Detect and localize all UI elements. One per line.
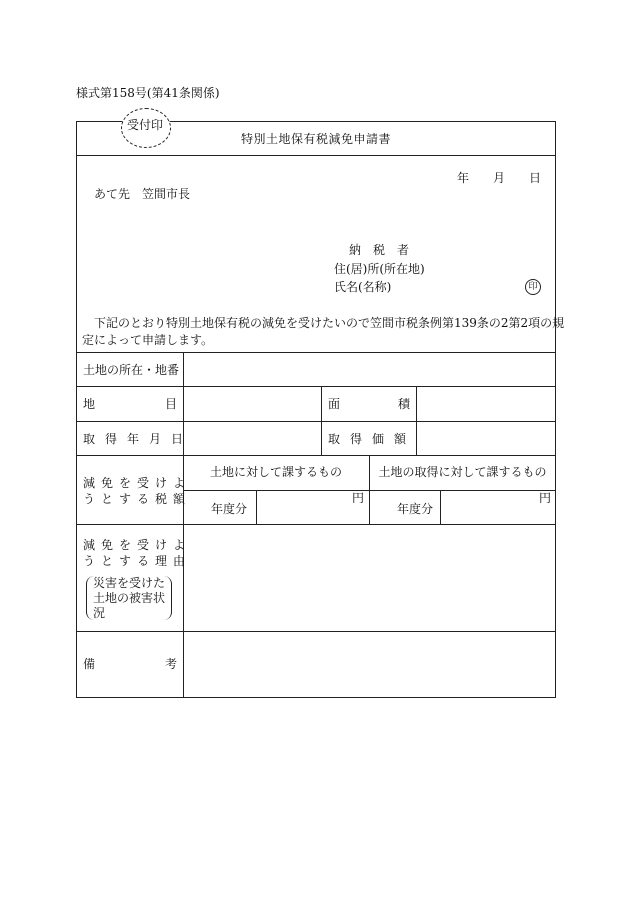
column-rule xyxy=(416,386,417,455)
date-day: 日 xyxy=(529,171,542,185)
column-rule xyxy=(256,490,257,524)
statement-line-1: 下記のとおり特別土地保有税の減免を受けたいので笠間市税条例第139条の2第2項の規 xyxy=(94,316,565,330)
divider xyxy=(76,352,556,353)
address-label: 住(居)所(所在地) xyxy=(334,262,425,276)
fiscal-year-acquisition: 年度分 xyxy=(397,502,434,516)
acquisition-price-label: 取得価額 xyxy=(328,432,417,446)
fiscal-year-holding: 年度分 xyxy=(211,502,248,516)
divider xyxy=(76,421,556,422)
reduction-reason-label-line-1: 減免を受けよ xyxy=(83,538,192,552)
area-label-a: 面 xyxy=(328,397,341,411)
yen-unit-holding: 円 xyxy=(352,491,365,505)
acquisition-date-label: 取得年月日 xyxy=(83,432,194,446)
divider xyxy=(76,386,556,387)
taxpayer-label: 納 税 者 xyxy=(349,243,410,257)
column-rule xyxy=(321,386,322,455)
form-number: 様式第158号(第41条関係) xyxy=(76,86,220,100)
disaster-note-line-1: 災害を受けた xyxy=(93,576,166,590)
tax-on-holding-header: 土地に対して課するもの xyxy=(209,465,342,479)
land-category-label-b: 目 xyxy=(164,397,177,411)
seal-mark: 印 xyxy=(525,279,541,295)
divider xyxy=(76,455,556,456)
divider xyxy=(76,631,556,632)
remarks-label-a: 備 xyxy=(83,657,96,671)
date-month: 月 xyxy=(493,171,506,185)
column-rule xyxy=(440,490,441,524)
label-column-rule xyxy=(183,352,184,698)
reduction-amount-label-line-2: うとする税額 xyxy=(83,492,192,506)
remarks-label xyxy=(83,657,177,671)
disaster-note-line-3: 況 xyxy=(93,606,106,620)
reduction-amount-label-line-1: 減免を受けよ xyxy=(83,476,192,490)
land-category-label xyxy=(83,397,177,411)
yen-unit-acquisition: 円 xyxy=(539,491,552,505)
tax-on-acquisition-header: 土地の取得に対して課するもの xyxy=(378,465,547,479)
statement-line-2: 定によって申請します。 xyxy=(82,333,214,347)
area-label-b: 積 xyxy=(397,397,410,411)
land-category-label-a: 地 xyxy=(83,397,96,411)
disaster-note-line-2: 土地の被害状 xyxy=(93,591,166,605)
reception-stamp-label: 受付印 xyxy=(126,118,163,132)
divider xyxy=(76,524,556,525)
area-label xyxy=(328,397,410,411)
addressee: あて先 笠間市長 xyxy=(94,187,191,201)
remarks-label-b: 考 xyxy=(164,657,177,671)
name-label: 氏名(名称) xyxy=(334,280,392,294)
date-year: 年 xyxy=(457,171,470,185)
divider xyxy=(76,155,556,156)
location-label: 土地の所在・地番 xyxy=(83,363,180,377)
reduction-reason-label-line-2: うとする理由 xyxy=(83,554,192,568)
form-title: 特別土地保有税減免申請書 xyxy=(240,132,391,146)
